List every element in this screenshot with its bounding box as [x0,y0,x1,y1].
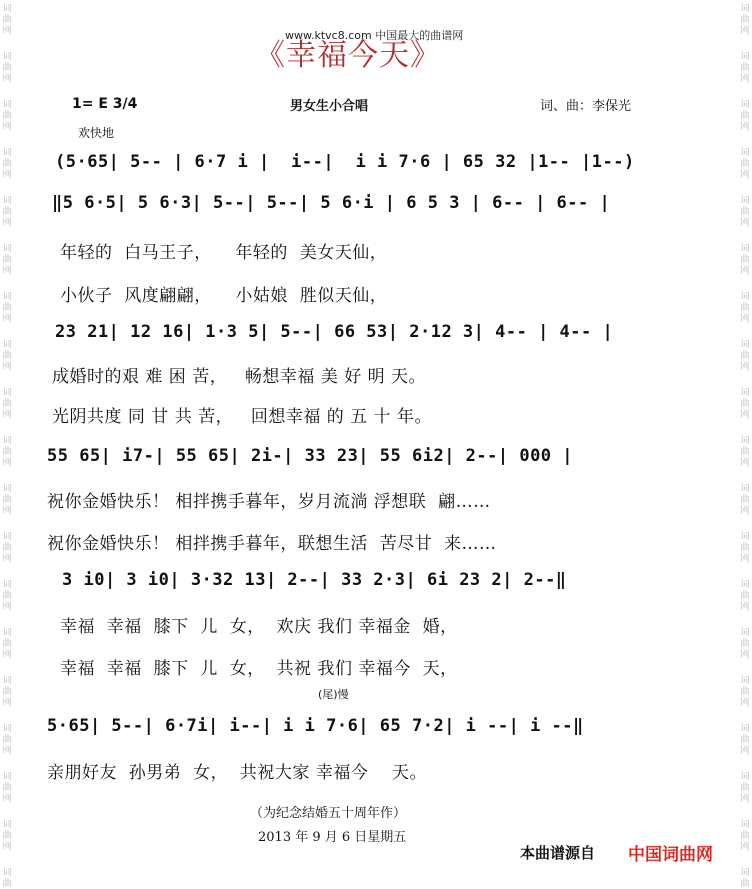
watermark-char: 词 [2,4,12,14]
watermark-char: 曲 [2,63,12,73]
watermark-char: 词 [740,628,750,638]
watermark-char: 词 [2,724,12,734]
watermark-char: 词 [740,436,750,446]
watermark-char: 网 [740,314,750,324]
watermark-char: 网 [740,506,750,516]
lyric-line-3b: 光阴共度 同 甘 共 苦， 回想幸福 的 五 十 年。 [52,407,432,427]
watermark-char: 曲 [740,255,750,265]
watermark-char: 词 [740,820,750,830]
watermark-char: 网 [2,650,12,660]
watermark-char: 曲 [740,447,750,457]
watermark-char: 词 [740,340,750,350]
watermark-char: 词 [2,868,12,878]
watermark-char: 网 [2,170,12,180]
watermark-char: 词 [740,532,750,542]
watermark-char: 词 [740,148,750,158]
watermark-char: 曲 [740,399,750,409]
watermark-char: 词 [740,292,750,302]
watermark-char: 曲 [2,207,12,217]
watermark-char: 网 [2,746,12,756]
watermark-char: 网 [740,554,750,564]
watermark-char: 曲 [2,831,12,841]
watermark-char: 曲 [2,879,12,889]
watermark-char: 词 [2,388,12,398]
watermark-char: 曲 [2,543,12,553]
watermark-char: 曲 [740,735,750,745]
watermark-char: 曲 [740,639,750,649]
watermark-char: 网 [740,170,750,180]
dedication-note: （为纪念结婚五十周年作） [250,806,407,821]
lyric-line-6a: 亲朋好友 孙男弟 女， 共祝大家 幸福今 天。 [47,763,427,783]
watermark-char: 曲 [740,63,750,73]
watermark-char: 网 [2,602,12,612]
watermark-char: 词 [740,4,750,14]
watermark-char: 网 [740,650,750,660]
watermark-char: 词 [2,340,12,350]
watermark-char: 曲 [740,207,750,217]
watermark-char: 词 [2,292,12,302]
watermark-char: 词 [2,148,12,158]
watermark-char: 曲 [2,447,12,457]
lyric-line-3a: 成婚时的艰 难 困 苦， 畅想幸福 美 好 明 天。 [52,367,427,387]
watermark-char: 网 [2,458,12,468]
performers: 男女生小合唱 [290,99,369,114]
watermark-char: 词 [2,52,12,62]
watermark-right-column [738,0,752,889]
source-label: 本曲谱源自 [520,844,596,862]
watermark-char: 词 [740,484,750,494]
watermark-char: 网 [740,794,750,804]
watermark-char: 曲 [740,351,750,361]
lyric-line-2b: 小伙子 风度翩翩， 小姑娘 胜似天仙， [60,286,388,306]
tempo-marking: 欢快地 [78,126,115,140]
notation-line-1: (5·65| 5-- | 6·7 i | i--| i i 7·6 | 65 32 |1-- |1--) [55,152,635,172]
watermark-char: 曲 [740,303,750,313]
watermark-char: 网 [2,362,12,372]
watermark-char: 曲 [2,111,12,121]
watermark-char: 网 [740,842,750,852]
watermark-char: 词 [2,580,12,590]
watermark-char: 曲 [2,399,12,409]
watermark-char: 曲 [740,879,750,889]
watermark-char: 曲 [740,831,750,841]
watermark-char: 词 [740,244,750,254]
watermark-char: 词 [740,100,750,110]
watermark-char: 词 [740,868,750,878]
watermark-char: 网 [2,74,12,84]
watermark-char: 网 [2,122,12,132]
song-title: 《幸福今天》 [255,38,441,73]
watermark-char: 网 [740,362,750,372]
source-site-link[interactable]: 中国词曲网 [628,845,713,865]
watermark-char: 词 [740,724,750,734]
watermark-char: 网 [2,266,12,276]
watermark-char: 曲 [740,591,750,601]
composition-date: 2013 年 9 月 6 日星期五 [258,830,407,845]
watermark-char: 曲 [2,783,12,793]
lyric-line-5b: 幸福 幸福 膝下 儿 女， 共祝 我们 幸福今 天， [60,659,458,679]
watermark-char: 网 [740,746,750,756]
notation-line-6: 5·65| 5--| 6·7i| i--| i i 7·6| 65 7·2| i --| i --‖ [47,716,584,736]
watermark-char: 网 [2,314,12,324]
watermark-char: 曲 [2,159,12,169]
watermark-char: 网 [740,458,750,468]
watermark-char: 网 [2,794,12,804]
watermark-char: 词 [2,772,12,782]
watermark-char: 曲 [2,495,12,505]
lyric-line-4b: 祝你金婚快乐！ 相拌携手暮年，联想生活 苦尽甘 来…… [47,534,497,554]
watermark-char: 曲 [2,255,12,265]
watermark-left-column [0,0,14,889]
watermark-char: 网 [740,218,750,228]
watermark-char: 词 [740,196,750,206]
watermark-char: 曲 [740,111,750,121]
watermark-char: 词 [2,676,12,686]
lyric-line-2a: 年轻的 白马王子， 年轻的 美女天仙， [60,243,388,263]
watermark-char: 网 [2,26,12,36]
author: 词、曲：李保光 [540,99,632,114]
watermark-char: 网 [740,74,750,84]
watermark-char: 词 [2,820,12,830]
watermark-char: 词 [2,196,12,206]
watermark-char: 网 [2,218,12,228]
watermark-char: 词 [740,52,750,62]
watermark-char: 网 [2,842,12,852]
watermark-char: 词 [2,628,12,638]
lyric-line-4a: 祝你金婚快乐！ 相拌携手暮年，岁月流淌 浮想联 翩…… [47,492,491,512]
watermark-char: 词 [740,580,750,590]
watermark-char: 曲 [2,303,12,313]
notation-line-2: ‖5 6·5| 5 6·3| 5--| 5--| 5 6·i | 6 5 3 | 6-- | 6-- | [52,193,611,213]
watermark-char: 词 [740,388,750,398]
watermark-char: 网 [740,266,750,276]
watermark-char: 曲 [2,687,12,697]
watermark-char: 曲 [740,159,750,169]
watermark-char: 词 [2,436,12,446]
watermark-char: 网 [2,506,12,516]
watermark-char: 网 [2,698,12,708]
watermark-char: 曲 [2,735,12,745]
watermark-char: 曲 [740,15,750,25]
ending-tempo-mark: (尾)慢 [318,688,349,701]
watermark-char: 词 [740,772,750,782]
watermark-char: 曲 [2,639,12,649]
watermark-char: 词 [2,100,12,110]
notation-line-4: 55 65| i7-| 55 65| 2i-| 33 23| 55 6i2| 2--| 000 | [47,446,574,466]
watermark-char: 曲 [740,495,750,505]
watermark-char: 网 [740,698,750,708]
watermark-char: 曲 [2,591,12,601]
watermark-char: 词 [2,532,12,542]
watermark-char: 曲 [740,687,750,697]
watermark-char: 网 [740,122,750,132]
watermark-char: 曲 [2,15,12,25]
watermark-char: 网 [2,410,12,420]
watermark-char: 曲 [2,351,12,361]
notation-line-3: 23 21| 12 16| 1·3 5| 5--| 66 53| 2·12 3| 4-- | 4-- | [55,322,614,342]
watermark-char: 曲 [740,543,750,553]
watermark-char: 词 [740,676,750,686]
watermark-char: 词 [2,484,12,494]
watermark-char: 网 [2,554,12,564]
notation-line-5: 3 i0| 3 i0| 3·32 13| 2--| 33 2·3| 6i 23 2| 2--‖ [62,570,567,590]
watermark-char: 网 [740,26,750,36]
site-watermark: www.ktvc8.com 中国最大的曲谱网 [285,29,464,42]
watermark-char: 网 [740,602,750,612]
watermark-char: 网 [740,410,750,420]
key-meter: 1= E 3/4 [72,96,138,112]
watermark-char: 词 [2,244,12,254]
watermark-char: 曲 [740,783,750,793]
lyric-line-5a: 幸福 幸福 膝下 儿 女， 欢庆 我们 幸福金 婚， [60,617,458,637]
